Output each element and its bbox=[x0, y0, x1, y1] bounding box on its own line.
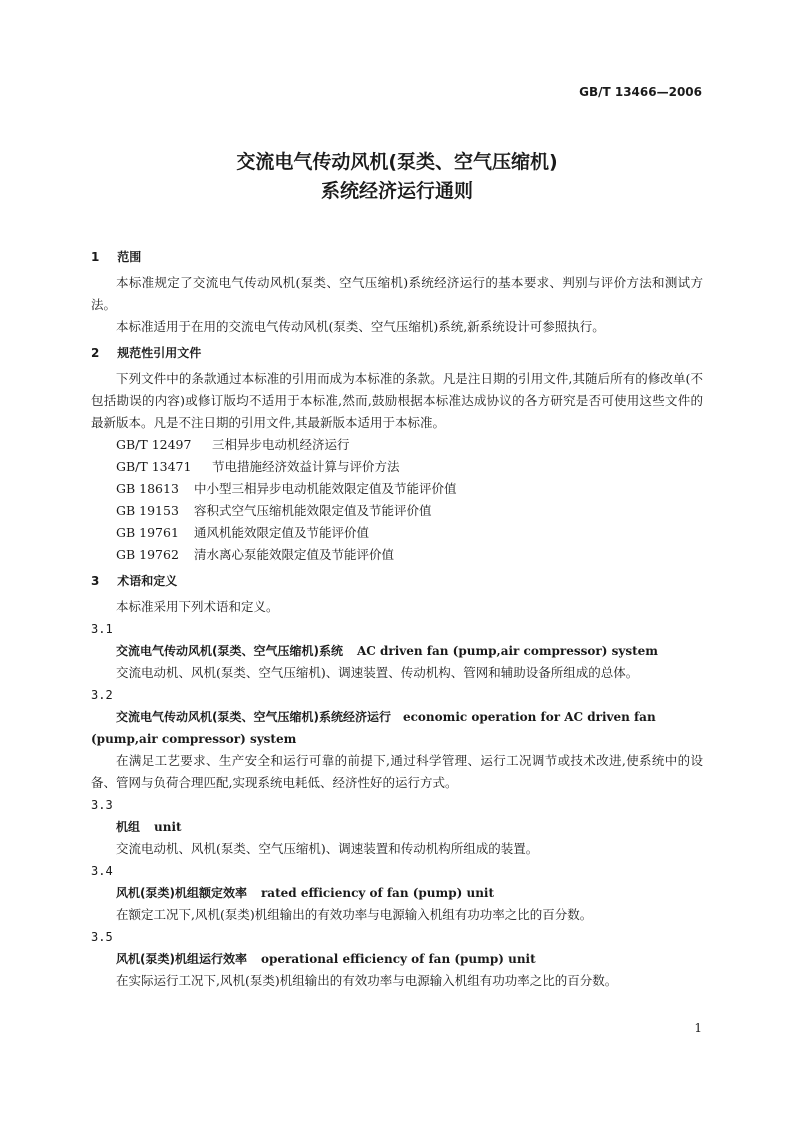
reference-code: GB/T 13471 bbox=[116, 459, 192, 474]
section-heading-normative-references bbox=[91, 342, 703, 364]
reference-item bbox=[91, 478, 703, 500]
clause-number: 3.1 bbox=[91, 622, 113, 636]
reference-code: GB 19762 bbox=[116, 547, 179, 562]
term-en: operational efficiency of fan (pump) unit bbox=[260, 952, 536, 966]
term-zh: 风机(泵类)机组额定效率 bbox=[116, 886, 247, 900]
reference-title: 容积式空气压缩机能效限定值及节能评价值 bbox=[193, 503, 432, 518]
term-heading bbox=[91, 706, 703, 728]
clause-number: 3.3 bbox=[91, 798, 113, 812]
reference-item bbox=[91, 544, 703, 566]
term-zh: 交流电气传动风机(泵类、空气压缩机)系统经济运行 bbox=[116, 710, 391, 724]
title-line-1: 交流电气传动风机(泵类、空气压缩机) bbox=[236, 151, 558, 173]
reference-item bbox=[91, 456, 703, 478]
reference-item bbox=[91, 500, 703, 522]
reference-title: 中小型三相异步电动机能效限定值及节能评价值 bbox=[193, 481, 457, 496]
term-en: economic operation for AC driven fan bbox=[402, 710, 656, 724]
document-body bbox=[91, 246, 703, 992]
reference-code: GB/T 12497 bbox=[116, 437, 192, 452]
reference-title: 节电措施经济效益计算与评价方法 bbox=[211, 459, 400, 474]
term-heading bbox=[91, 640, 703, 662]
page-number: 1 bbox=[694, 1021, 702, 1035]
title-line-2: 系统经济运行通则 bbox=[320, 180, 473, 202]
term-en: unit bbox=[154, 820, 182, 834]
term-definition: 在额定工况下,风机(泵类)机组输出的有效功率与电源输入机组有功功率之比的百分数。 bbox=[116, 907, 593, 922]
clause-number: 3.2 bbox=[91, 688, 113, 702]
term-definition: 在满足工艺要求、生产安全和运行可靠的前提下,通过科学管理、运行工况调节或技术改进,使系统中的设备、管网与负荷合理匹配,实现系统电耗低、经济性好的运行方式。 bbox=[91, 753, 703, 790]
standard-number: GB/T 13466—2006 bbox=[579, 85, 702, 99]
term-zh: 机组 bbox=[116, 820, 141, 834]
section-heading-scope bbox=[91, 246, 703, 268]
reference-title: 三相异步电动机经济运行 bbox=[211, 437, 350, 452]
section-number: 2 bbox=[91, 346, 100, 360]
term-en: rated efficiency of fan (pump) unit bbox=[260, 886, 495, 900]
section-number: 1 bbox=[91, 250, 100, 264]
clause-number: 3.5 bbox=[91, 930, 113, 944]
reference-title: 通风机能效限定值及节能评价值 bbox=[193, 525, 369, 540]
paragraph: 本标准规定了交流电气传动风机(泵类、空气压缩机)系统经济运行的基本要求、判别与评价方法和测试方法。 bbox=[91, 275, 703, 312]
term-zh: 风机(泵类)机组运行效率 bbox=[116, 952, 247, 966]
paragraph: 本标准适用于在用的交流电气传动风机(泵类、空气压缩机)系统,新系统设计可参照执行。 bbox=[116, 319, 605, 334]
clause-number: 3.4 bbox=[91, 864, 113, 878]
term-definition: 交流电动机、风机(泵类、空气压缩机)、调速装置、传动机构、管网和辅助设备所组成的总体。 bbox=[116, 665, 639, 680]
section-title: 术语和定义 bbox=[117, 574, 178, 588]
section-title: 规范性引用文件 bbox=[117, 346, 202, 360]
paragraph: 下列文件中的条款通过本标准的引用而成为本标准的条款。凡是注日期的引用文件,其随后所有的修改单(不包括勘误的内容)或修订版均不适用于本标准,然而,鼓励根据本标准达成协议的各方研究是否可使用这些文件的最新版本。凡是不注日期的引用文件,其最新版本适用于本标准。 bbox=[91, 371, 703, 430]
term-heading bbox=[91, 816, 703, 838]
term-heading bbox=[91, 948, 703, 970]
term-heading bbox=[91, 882, 703, 904]
term-zh: 交流电气传动风机(泵类、空气压缩机)系统 bbox=[116, 644, 343, 658]
reference-code: GB 19153 bbox=[116, 503, 179, 518]
reference-code: GB 18613 bbox=[116, 481, 179, 496]
document-title bbox=[0, 148, 794, 206]
reference-item bbox=[91, 434, 703, 456]
term-en-continued: (pump,air compressor) system bbox=[91, 732, 297, 746]
reference-code: GB 19761 bbox=[116, 525, 179, 540]
section-heading-terms-definitions bbox=[91, 570, 703, 592]
reference-item bbox=[91, 522, 703, 544]
term-en: AC driven fan (pump,air compressor) system bbox=[356, 644, 658, 658]
section-title: 范围 bbox=[117, 250, 142, 264]
section-number: 3 bbox=[91, 574, 100, 588]
term-definition: 交流电动机、风机(泵类、空气压缩机)、调速装置和传动机构所组成的装置。 bbox=[116, 841, 539, 856]
reference-title: 清水离心泵能效限定值及节能评价值 bbox=[193, 547, 394, 562]
paragraph: 本标准采用下列术语和定义。 bbox=[116, 599, 279, 614]
term-definition: 在实际运行工况下,风机(泵类)机组输出的有效功率与电源输入机组有功功率之比的百分数。 bbox=[116, 973, 618, 988]
